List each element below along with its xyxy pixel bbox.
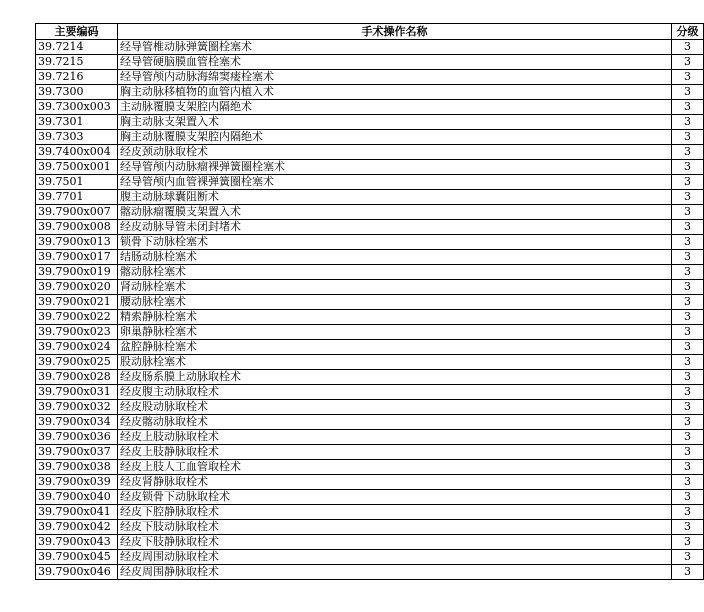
procedure-name-cell: 经皮肾静脉取栓术 [118, 475, 672, 490]
procedure-code-cell: 39.7900x038 [36, 460, 118, 475]
procedure-grade-cell: 3 [672, 565, 704, 580]
table-row [36, 550, 704, 565]
procedure-name-cell: 经皮上肢静脉取栓术 [118, 445, 672, 460]
table-row [36, 505, 704, 520]
procedure-grade-cell: 3 [672, 325, 704, 340]
procedure-code-cell: 39.7900x007 [36, 205, 118, 220]
procedure-grade-cell: 3 [672, 400, 704, 415]
procedure-grade-cell: 3 [672, 505, 704, 520]
procedure-name-cell: 经导管椎动脉弹簧圈栓塞术 [118, 40, 672, 55]
procedure-grade-cell: 3 [672, 235, 704, 250]
procedure-grade-cell: 3 [672, 265, 704, 280]
procedure-code-cell: 39.7900x025 [36, 355, 118, 370]
table-row [36, 445, 704, 460]
table-row [36, 100, 704, 115]
procedure-grade-cell: 3 [672, 445, 704, 460]
procedure-name-cell: 经皮颈动脉取栓术 [118, 145, 672, 160]
procedure-grade-cell: 3 [672, 130, 704, 145]
table-row [36, 175, 704, 190]
procedure-code-cell: 39.7215 [36, 55, 118, 70]
procedure-grade-cell: 3 [672, 175, 704, 190]
procedure-grade-cell: 3 [672, 550, 704, 565]
procedure-name-cell: 经导管硬脑膜血管栓塞术 [118, 55, 672, 70]
procedure-grade-cell: 3 [672, 340, 704, 355]
procedure-grade-cell: 3 [672, 535, 704, 550]
procedure-grade-cell: 3 [672, 475, 704, 490]
procedure-name-cell: 胸主动脉覆膜支架腔内隔绝术 [118, 130, 672, 145]
procedure-grade-cell: 3 [672, 250, 704, 265]
table-row [36, 160, 704, 175]
procedure-grade-cell: 3 [672, 415, 704, 430]
column-header-name: 手术操作名称 [118, 24, 672, 40]
procedure-code-cell: 39.7300 [36, 85, 118, 100]
procedure-code-cell: 39.7900x031 [36, 385, 118, 400]
procedure-code-cell: 39.7900x041 [36, 505, 118, 520]
procedure-name-cell: 髂动脉瘤覆膜支架置入术 [118, 205, 672, 220]
procedure-grade-cell: 3 [672, 310, 704, 325]
procedure-name-cell: 肾动脉栓塞术 [118, 280, 672, 295]
table-row [36, 430, 704, 445]
table-row [36, 265, 704, 280]
procedure-code-cell: 39.7301 [36, 115, 118, 130]
procedure-name-cell: 经皮周围静脉取栓术 [118, 565, 672, 580]
procedure-name-cell: 主动脉覆膜支架腔内隔绝术 [118, 100, 672, 115]
procedure-grade-cell: 3 [672, 205, 704, 220]
procedure-name-cell: 经皮上肢动脉取栓术 [118, 430, 672, 445]
table-row [36, 340, 704, 355]
procedure-grade-cell: 3 [672, 145, 704, 160]
procedure-name-cell: 股动脉栓塞术 [118, 355, 672, 370]
procedure-grade-cell: 3 [672, 85, 704, 100]
table-row [36, 310, 704, 325]
procedure-code-cell: 39.7900x032 [36, 400, 118, 415]
procedure-name-cell: 经导管颅内血管裸弹簧圈栓塞术 [118, 175, 672, 190]
procedure-code-cell: 39.7400x004 [36, 145, 118, 160]
procedure-name-cell: 经皮髂动脉取栓术 [118, 415, 672, 430]
procedure-code-cell: 39.7900x045 [36, 550, 118, 565]
procedure-code-cell: 39.7900x022 [36, 310, 118, 325]
procedure-code-cell: 39.7900x034 [36, 415, 118, 430]
procedure-code-cell: 39.7900x024 [36, 340, 118, 355]
procedure-code-cell: 39.7214 [36, 40, 118, 55]
table-row [36, 460, 704, 475]
table-row [36, 325, 704, 340]
procedure-name-cell: 经皮下肢动脉取栓术 [118, 520, 672, 535]
procedure-grade-cell: 3 [672, 160, 704, 175]
table-row [36, 145, 704, 160]
procedure-name-cell: 经皮上肢人工血管取栓术 [118, 460, 672, 475]
procedure-name-cell: 经导管颅内动脉瘤裸弹簧圈栓塞术 [118, 160, 672, 175]
procedure-name-cell: 经皮股动脉取栓术 [118, 400, 672, 415]
table-body [36, 40, 704, 580]
table-row [36, 235, 704, 250]
procedure-code-cell: 39.7900x037 [36, 445, 118, 460]
table-row [36, 490, 704, 505]
procedure-grade-cell: 3 [672, 430, 704, 445]
procedure-name-cell: 腰动脉栓塞术 [118, 295, 672, 310]
table-row [36, 280, 704, 295]
procedure-code-cell: 39.7900x019 [36, 265, 118, 280]
procedure-name-cell: 盆腔静脉栓塞术 [118, 340, 672, 355]
procedure-name-cell: 胸主动脉支架置入术 [118, 115, 672, 130]
procedure-name-cell: 经皮动脉导管未闭封堵术 [118, 220, 672, 235]
table-row [36, 520, 704, 535]
procedure-code-cell: 39.7303 [36, 130, 118, 145]
procedure-grade-cell: 3 [672, 295, 704, 310]
procedure-name-cell: 经皮肠系膜上动脉取栓术 [118, 370, 672, 385]
procedure-code-cell: 39.7900x046 [36, 565, 118, 580]
table-row [36, 400, 704, 415]
procedure-code-cell: 39.7900x017 [36, 250, 118, 265]
procedure-name-cell: 髂动脉栓塞术 [118, 265, 672, 280]
table-row [36, 115, 704, 130]
table-row [36, 565, 704, 580]
table-row [36, 475, 704, 490]
table-row [36, 535, 704, 550]
procedure-code-cell: 39.7900x036 [36, 430, 118, 445]
table-row [36, 415, 704, 430]
procedure-grade-cell: 3 [672, 190, 704, 205]
procedure-code-cell: 39.7900x043 [36, 535, 118, 550]
procedure-name-cell: 经皮周围动脉取栓术 [118, 550, 672, 565]
procedure-grade-cell: 3 [672, 70, 704, 85]
procedure-code-cell: 39.7900x013 [36, 235, 118, 250]
procedure-grade-cell: 3 [672, 100, 704, 115]
procedure-code-cell: 39.7300x003 [36, 100, 118, 115]
procedure-code-cell: 39.7216 [36, 70, 118, 85]
procedure-name-cell: 精索静脉栓塞术 [118, 310, 672, 325]
procedure-grade-cell: 3 [672, 55, 704, 70]
table-row [36, 220, 704, 235]
table-row [36, 190, 704, 205]
procedure-name-cell: 卵巢静脉栓塞术 [118, 325, 672, 340]
procedure-name-cell: 经皮腹主动脉取栓术 [118, 385, 672, 400]
procedure-name-cell: 经皮下肢静脉取栓术 [118, 535, 672, 550]
procedure-grade-cell: 3 [672, 280, 704, 295]
table-row [36, 70, 704, 85]
procedure-grade-cell: 3 [672, 115, 704, 130]
procedure-code-cell: 39.7701 [36, 190, 118, 205]
procedure-grade-cell: 3 [672, 520, 704, 535]
procedure-code-cell: 39.7900x020 [36, 280, 118, 295]
procedure-grade-cell: 3 [672, 40, 704, 55]
procedure-grade-cell: 3 [672, 385, 704, 400]
procedure-code-cell: 39.7900x042 [36, 520, 118, 535]
procedure-grade-cell: 3 [672, 370, 704, 385]
procedure-name-cell: 经导管颅内动脉海绵窦瘘栓塞术 [118, 70, 672, 85]
procedure-code-cell: 39.7501 [36, 175, 118, 190]
table-row [36, 205, 704, 220]
procedure-grade-cell: 3 [672, 220, 704, 235]
table-row [36, 85, 704, 100]
table-row [36, 55, 704, 70]
column-header-code: 主要编码 [36, 24, 118, 40]
procedure-name-cell: 经皮下腔静脉取栓术 [118, 505, 672, 520]
procedure-name-cell: 结肠动脉栓塞术 [118, 250, 672, 265]
procedure-name-cell: 腹主动脉球囊阻断术 [118, 190, 672, 205]
procedure-name-cell: 锁骨下动脉栓塞术 [118, 235, 672, 250]
procedure-grade-cell: 3 [672, 460, 704, 475]
table-row [36, 355, 704, 370]
table-row [36, 385, 704, 400]
procedure-name-cell: 经皮锁骨下动脉取栓术 [118, 490, 672, 505]
table-row [36, 370, 704, 385]
procedure-grade-cell: 3 [672, 490, 704, 505]
procedure-code-cell: 39.7500x001 [36, 160, 118, 175]
table-row [36, 295, 704, 310]
procedure-grade-cell: 3 [672, 355, 704, 370]
procedure-grade-table [35, 23, 704, 580]
table-row [36, 40, 704, 55]
procedure-code-cell: 39.7900x021 [36, 295, 118, 310]
column-header-grade: 分级 [672, 24, 704, 40]
procedure-code-cell: 39.7900x040 [36, 490, 118, 505]
procedure-code-cell: 39.7900x028 [36, 370, 118, 385]
procedure-code-cell: 39.7900x023 [36, 325, 118, 340]
procedure-table-page [35, 23, 699, 580]
procedure-name-cell: 胸主动脉移植物的血管内植入术 [118, 85, 672, 100]
table-header-row [36, 24, 704, 40]
procedure-code-cell: 39.7900x039 [36, 475, 118, 490]
table-row [36, 250, 704, 265]
procedure-code-cell: 39.7900x008 [36, 220, 118, 235]
table-row [36, 130, 704, 145]
